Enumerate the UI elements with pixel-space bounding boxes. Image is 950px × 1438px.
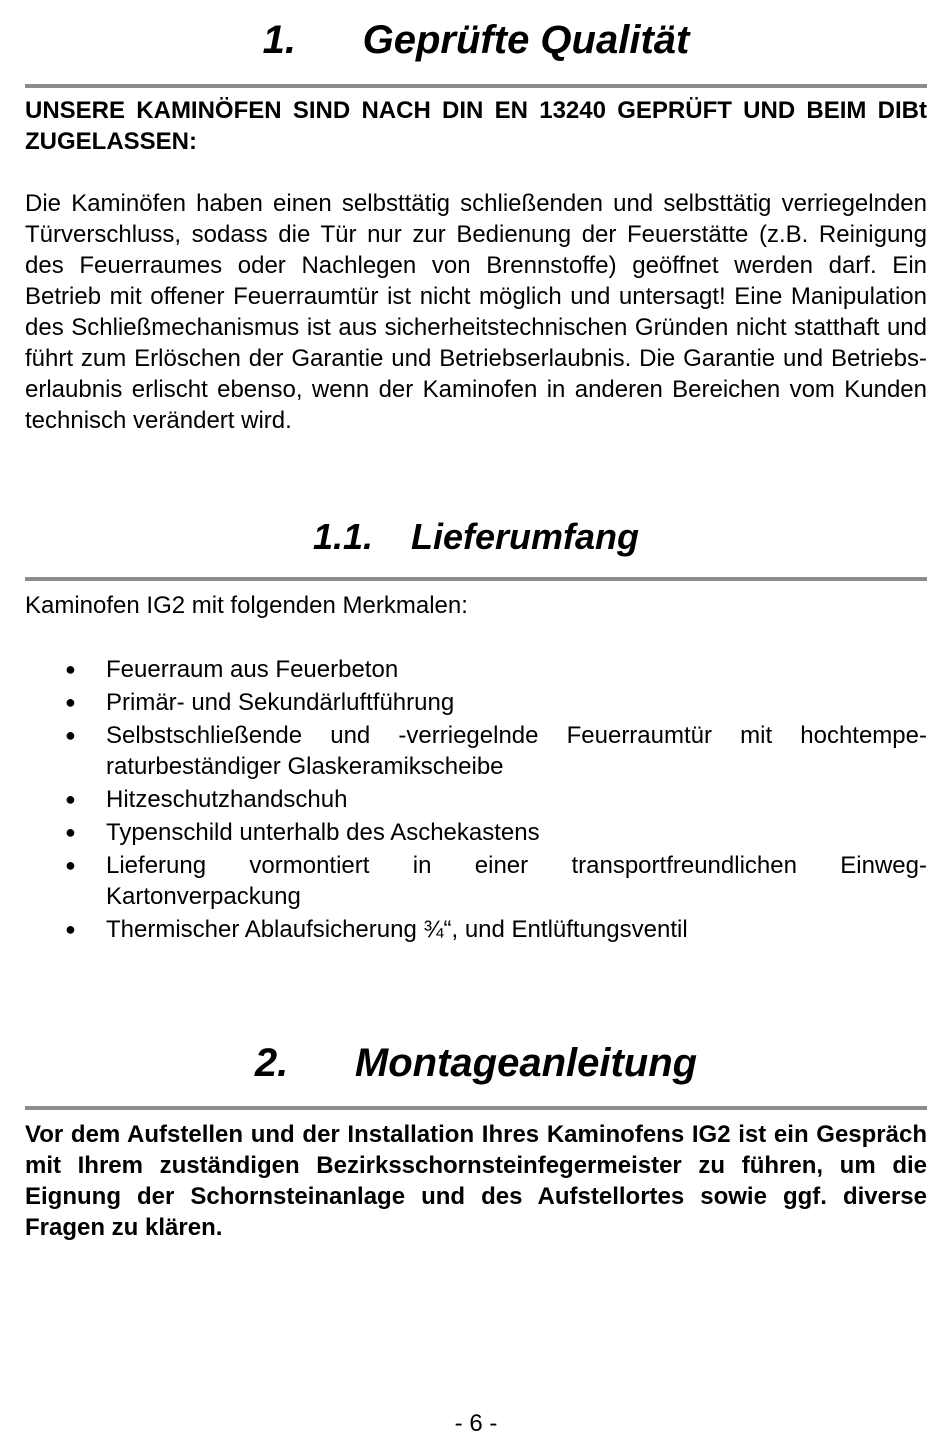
- list-item: [25, 850, 927, 912]
- section-1-1-intro: Kaminofen IG2 mit folgenden Merkmalen:: [25, 592, 468, 619]
- bullet-icon: ●: [65, 919, 76, 939]
- section-1-1-divider: [25, 577, 927, 581]
- bullet-icon: ●: [65, 692, 76, 712]
- section-1-divider: [25, 84, 927, 88]
- section-2-heading: [25, 1039, 927, 1087]
- bullet-icon: ●: [65, 822, 76, 842]
- list-item-text: Lieferung vormontiert in einer transportfreundlichen Einweg-Kartonverpackung: [106, 852, 927, 910]
- feature-list: [25, 654, 927, 947]
- section-1-heading: [25, 16, 927, 64]
- list-item: [25, 914, 927, 945]
- section-1-title: Geprüfte Qualität: [362, 18, 690, 62]
- list-item-text: Primär- und Sekundärluftführung: [106, 689, 455, 716]
- list-item: [25, 654, 927, 685]
- document-page: [25, 0, 927, 1438]
- section-2-number: 2.: [254, 1041, 289, 1085]
- section-1-number: 1.: [262, 18, 296, 62]
- section-2-body: Vor dem Aufstellen und der Installation Ihres Kaminofens IG2 ist ein Gespräch mit Ihrem zuständigen Bezirksschornsteinfegermeister zu führen, um die Eignung der Schornsteinanlage und des Aufstellortes sowie ggf. diverse Fragen zu klären.: [25, 1121, 927, 1241]
- bullet-icon: ●: [65, 855, 76, 875]
- section-1-body: Die Kaminöfen haben einen selbsttätig schließenden und selbsttätig verriegelnden Türverschluss, sodass die Tür nur zur Bedienung der Feuerstätte (z.B. Reinigung des Feuerraumes oder Nachlegen von Brennstoffe) geöffnet werden darf. Ein Betrieb mit offener Feuerraumtür ist nicht möglich und untersagt! Eine Manipulation des Schließmechanismus ist aus sicherheitstechnischen Gründen nicht statthaft und führt zum Erlöschen der Garantie und Betriebserlaubnis. Die Garantie und Betriebserlaubnis erlischt ebenso, wenn der Kaminofen in anderen Bereichen vom Kunden technisch verändert wird.: [25, 190, 927, 434]
- list-item: [25, 720, 927, 782]
- section-1-1-title: Lieferumfang: [410, 516, 640, 557]
- list-item-text: Selbstschließende und -verriegelnde Feuerraumtür mit hochtemperaturbeständiger Glaskeramikscheibe: [106, 722, 927, 780]
- section-1-1-heading: [25, 515, 927, 559]
- section-1-1-number: 1.1.: [312, 516, 374, 557]
- bullet-icon: ●: [65, 659, 76, 679]
- page-number: - 6 -: [454, 1410, 498, 1437]
- bullet-icon: ●: [65, 789, 76, 809]
- section-1-intro: UNSERE KAMINÖFEN SIND NACH DIN EN 13240 GEPRÜFT UND BEIM DIBt ZUGELASSEN:: [25, 97, 927, 155]
- list-item-text: Hitzeschutzhandschuh: [106, 786, 348, 813]
- list-item: [25, 784, 927, 815]
- section-2-title: Montageanleitung: [354, 1041, 698, 1085]
- section-2-divider: [25, 1106, 927, 1110]
- list-item-text: Typenschild unterhalb des Aschekastens: [106, 819, 540, 846]
- list-item-text: Thermischer Ablaufsicherung ¾“, und Entlüftungsventil: [106, 916, 688, 943]
- list-item: [25, 687, 927, 718]
- list-item: [25, 817, 927, 848]
- bullet-icon: ●: [65, 725, 76, 745]
- list-item-text: Feuerraum aus Feuerbeton: [106, 656, 399, 683]
